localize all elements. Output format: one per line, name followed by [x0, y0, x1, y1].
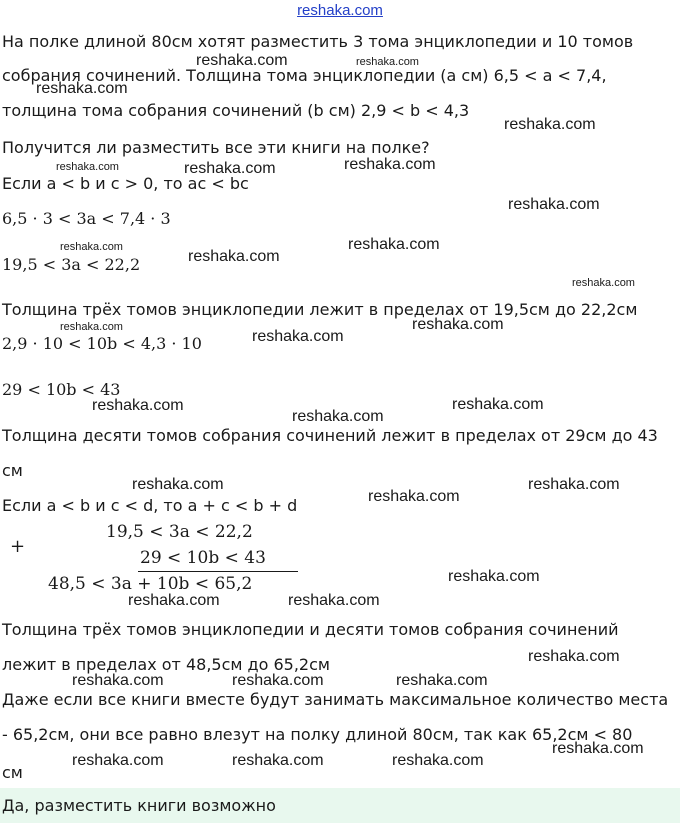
watermark: reshaka.com — [344, 156, 436, 173]
watermark: reshaka.com — [72, 672, 164, 689]
equation-2: 19,5 < 3a < 22,2 — [2, 255, 141, 274]
watermark: reshaka.com — [396, 672, 488, 689]
problem-line-1: На полке длиной 80см хотят разместить 3 тома энциклопедии и 10 томов — [2, 32, 634, 51]
watermark: reshaka.com — [504, 116, 596, 133]
watermark: reshaka.com — [36, 80, 128, 97]
equation-1: 6,5 · 3 < 3a < 7,4 · 3 — [2, 209, 171, 228]
answer-text: Да, разместить книги возможно — [2, 796, 276, 815]
watermark: reshaka.com — [572, 277, 635, 289]
text-conclusion-line-3: см — [2, 763, 23, 782]
equation-3: 2,9 · 10 < 10b < 4,3 · 10 — [2, 334, 202, 353]
watermark: reshaka.com — [92, 397, 184, 414]
watermark: reshaka.com — [356, 56, 419, 68]
equation-4: 29 < 10b < 43 — [2, 380, 121, 399]
problem-line-3: толщина тома собрания сочинений (b см) 2,9 < b < 4,3 — [2, 101, 470, 120]
watermark: reshaka.com — [448, 568, 540, 585]
watermark: reshaka.com — [508, 196, 600, 213]
text-works-range-line-1: Толщина десяти томов собрания сочинений лежит в пределах от 29см до 43 — [2, 426, 658, 445]
text-encyclopedia-range: Толщина трёх томов энциклопедии лежит в пределах от 19,5см до 22,2см — [2, 300, 638, 319]
watermark: reshaka.com — [232, 672, 324, 689]
watermark: reshaka.com — [552, 740, 644, 757]
rule-multiplication: Если a < b и c > 0, то ac < bc — [2, 174, 249, 193]
rule-addition: Если a < b и c < d, то a + c < b + d — [2, 496, 298, 515]
watermark: reshaka.com — [412, 316, 504, 333]
sum-line-1: 19,5 < 3a < 22,2 — [106, 522, 253, 542]
site-header-link[interactable]: reshaka.com — [297, 2, 383, 19]
watermark: reshaka.com — [60, 241, 123, 253]
watermark: reshaka.com — [196, 52, 288, 69]
watermark: reshaka.com — [132, 476, 224, 493]
watermark: reshaka.com — [56, 161, 119, 173]
sum-line-2: 29 < 10b < 43 — [140, 548, 266, 568]
text-total-range-line-1: Толщина трёх томов энциклопедии и десяти томов собрания сочинений — [2, 620, 619, 639]
text-conclusion-line-2: - 65,2см, они все равно влезут на полку длиной 80см, так как 65,2см < 80 — [2, 725, 633, 744]
watermark: reshaka.com — [188, 248, 280, 265]
sum-divider — [138, 571, 298, 572]
text-works-range-line-2: см — [2, 461, 23, 480]
watermark: reshaka.com — [348, 236, 440, 253]
problem-line-2: собрания сочинений. Толщина тома энциклопедии (a см) 6,5 < a < 7,4, — [2, 66, 607, 85]
watermark: reshaka.com — [368, 488, 460, 505]
problem-question: Получится ли разместить все эти книги на полке? — [2, 138, 430, 157]
watermark: reshaka.com — [452, 396, 544, 413]
watermark: reshaka.com — [292, 408, 384, 425]
watermark: reshaka.com — [184, 160, 276, 177]
plus-sign: + — [10, 536, 26, 557]
text-total-range-line-2: лежит в пределах от 48,5см до 65,2см — [2, 655, 330, 674]
watermark: reshaka.com — [72, 752, 164, 769]
watermark: reshaka.com — [128, 592, 220, 609]
watermark: reshaka.com — [252, 328, 344, 345]
answer-box — [0, 788, 680, 823]
watermark: reshaka.com — [288, 592, 380, 609]
watermark: reshaka.com — [392, 752, 484, 769]
sum-result: 48,5 < 3a + 10b < 65,2 — [48, 574, 253, 594]
watermark: reshaka.com — [60, 321, 123, 333]
watermark: reshaka.com — [528, 648, 620, 665]
watermark: reshaka.com — [528, 476, 620, 493]
watermark: reshaka.com — [232, 752, 324, 769]
text-conclusion-line-1: Даже если все книги вместе будут занимать максимальное количество места — [2, 690, 669, 709]
